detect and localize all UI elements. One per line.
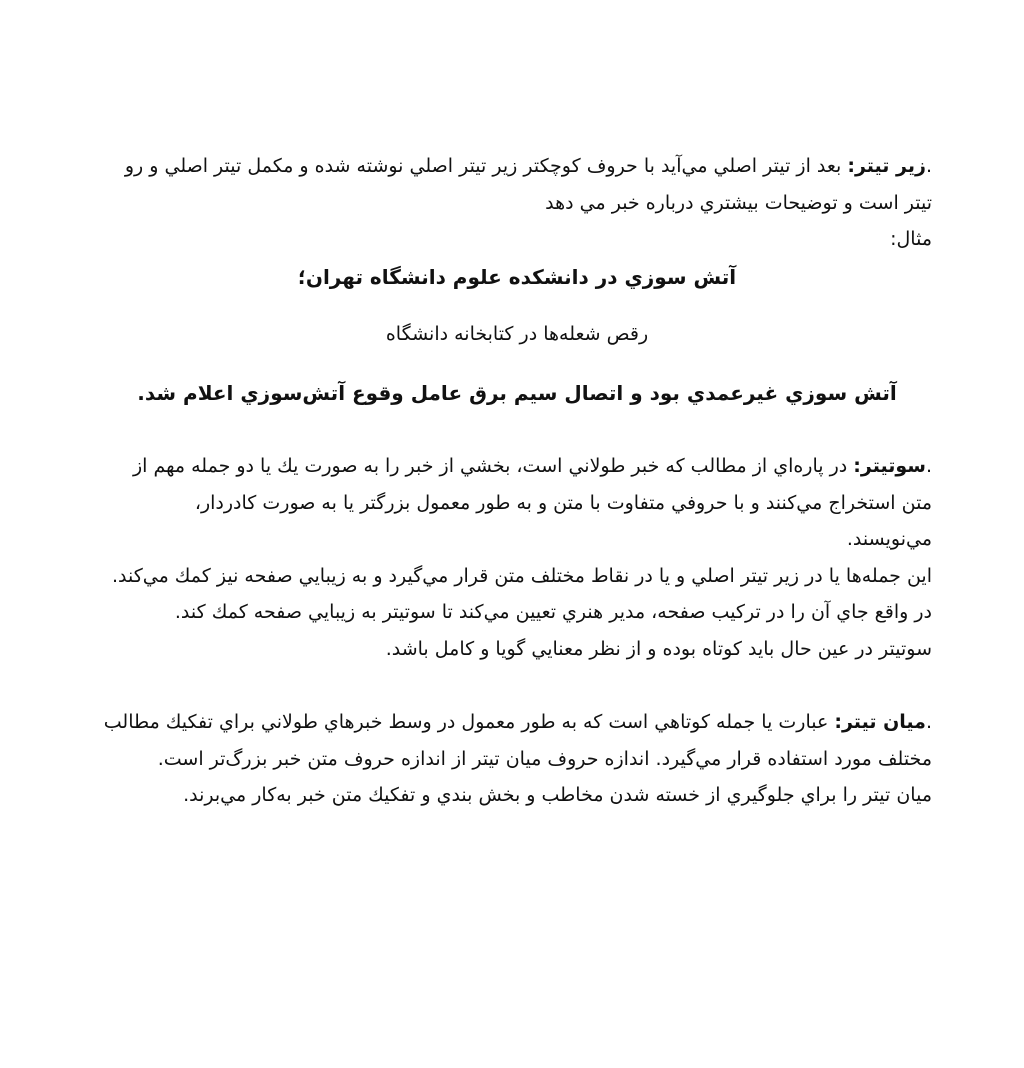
document-page: [92, 148, 932, 814]
example-subtitle: رقص شعله‌ها در كتابخانه دانشگاه: [385, 323, 649, 345]
subtitle-definition-text: بعد از تیتر اصلي مي‌آيد با حروف كوچكتر زير تيتر اصلي نوشته شده و مكمل تيتر اصلي و رو تيتر است و توضيحات بيشتري درباره خبر مي دهد: [124, 155, 932, 214]
example-lead: آتش سوزي غيرعمدي بود و اتصال سيم برق عامل وقوع آتش‌سوزي اعلام شد.: [137, 380, 897, 405]
leading-dot: .: [925, 711, 932, 733]
sootitr-paragraph: سوتيتر در عين حال بايد كوتاه بوده و از نظر معنايي گويا و كامل باشد.: [385, 637, 932, 660]
example-label: مثال:: [890, 228, 932, 250]
miyan-titr-section: [92, 704, 932, 814]
leading-dot: .: [925, 155, 932, 177]
miyan-titr-definition-text: عبارت يا جمله كوتاهي است كه به طور معمول در وسط خبرهاي طولاني براي تفكيك مطالب مختلف مورد استفاده قرار مي‌گيرد. اندازه حروف ميان تيتر از اندازه حروف متن خبر بزرگ‌تر است.: [103, 711, 932, 770]
sootitr-definition: [92, 448, 932, 558]
subtitle-heading: زیر تیتر:: [847, 155, 926, 177]
miyan-titr-paragraph: ميان تيتر را براي جلوگيري از خسته شدن مخاطب و بخش بندي و تفكيك متن خبر به‌كار مي‌برند.: [183, 784, 932, 806]
miyan-titr-heading: میان تیتر:: [834, 711, 926, 733]
subtitle-section: [92, 148, 932, 411]
sootitr-section: [92, 448, 932, 667]
example-title: آتش سوزي در دانشكده علوم دانشگاه تهران؛: [297, 264, 737, 289]
miyan-titr-definition: [92, 704, 932, 777]
sootitr-heading: سوتیتر:: [853, 455, 926, 477]
leading-dot: .: [925, 455, 932, 477]
sootitr-paragraph: اين جمله‌ها يا در زير تيتر اصلي و يا در نقاط مختلف متن قرار مي‌گيرد و به زيبايي صفحه نيز كمك مي‌كند. در واقع جاي آن را در تركيب صفحه، مدير هنري تعيين مي‌كند تا سوتيتر به زيبايي صفحه كمك كند.: [111, 564, 932, 623]
subtitle-definition: [92, 148, 932, 221]
sootitr-definition-text: در پاره‌اي از مطالب كه خبر طولاني است، بخشي از خبر را به صورت يك يا دو جمله مهم از متن استخراج مي‌كنند و با حروفي متفاوت با متن و به طور معمول بزرگتر يا به صورت كادردار، مي‌نويسند.: [133, 455, 932, 550]
